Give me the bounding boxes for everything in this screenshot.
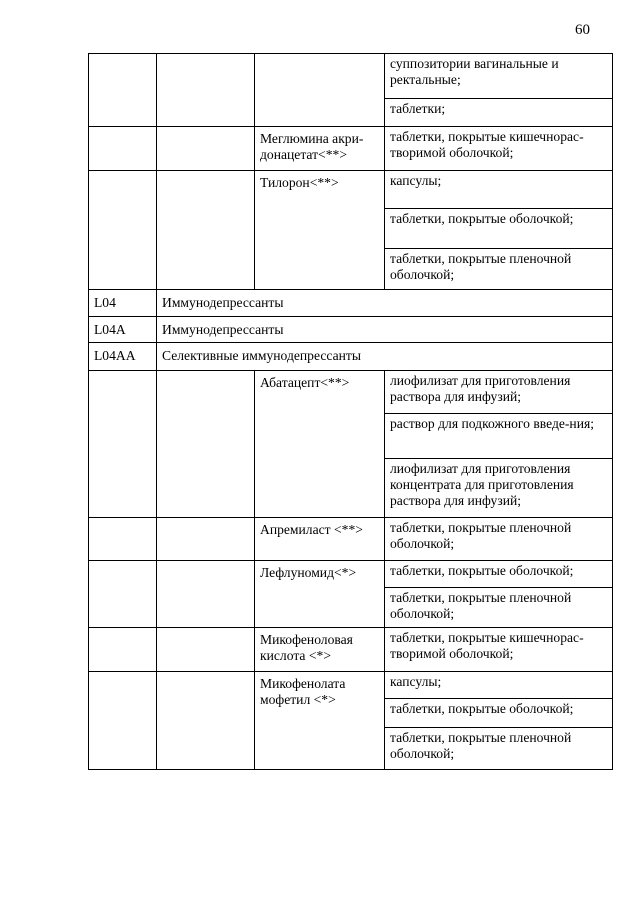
atc-code-cell (89, 127, 157, 171)
table-row (89, 171, 613, 209)
drug-table-body (89, 54, 613, 770)
group-title-cell: Иммунодепрессанты (157, 290, 613, 317)
atc-code-cell (89, 54, 157, 127)
anatomical-group-cell (157, 54, 255, 127)
table-row (89, 127, 613, 171)
table-row (89, 371, 613, 414)
atc-code-cell: L04A (89, 317, 157, 343)
dosage-form-cell: таблетки, покрытые кишечнорас-творимой оболочкой; (385, 127, 613, 171)
dosage-form-cell: таблетки, покрытые оболочкой; (385, 209, 613, 249)
dosage-form-cell: раствор для подкожного введе-ния; (385, 414, 613, 459)
dosage-form-cell: капсулы; (385, 672, 613, 699)
dosage-form-cell: капсулы; (385, 171, 613, 209)
group-title-cell: Селективные иммунодепрессанты (157, 343, 613, 371)
drug-name-cell (255, 54, 385, 127)
anatomical-group-cell (157, 171, 255, 290)
drug-name-cell: Меглюмина акри-донацетат<**> (255, 127, 385, 171)
dosage-form-cell: лиофилизат для приготовления раствора для инфузий; (385, 371, 613, 414)
page-number: 60 (575, 22, 590, 38)
anatomical-group-cell (157, 127, 255, 171)
atc-code-cell: L04 (89, 290, 157, 317)
drug-name-cell: Лефлуномид<*> (255, 561, 385, 628)
dosage-form-cell: таблетки, покрытые пленочной оболочкой; (385, 518, 613, 561)
anatomical-group-cell (157, 371, 255, 518)
drug-name-cell: Абатацепт<**> (255, 371, 385, 518)
atc-code-cell (89, 561, 157, 628)
atc-code-cell (89, 171, 157, 290)
group-title-cell: Иммунодепрессанты (157, 317, 613, 343)
anatomical-group-cell (157, 518, 255, 561)
dosage-form-cell: таблетки; (385, 99, 613, 127)
dosage-form-cell: таблетки, покрытые пленочной оболочкой; (385, 728, 613, 770)
dosage-form-cell: таблетки, покрытые пленочной оболочкой; (385, 249, 613, 290)
drug-name-cell: Микофеноловая кислота <*> (255, 628, 385, 672)
atc-code-cell (89, 628, 157, 672)
dosage-form-cell: таблетки, покрытые пленочной оболочкой; (385, 588, 613, 628)
table-row-group (89, 343, 613, 371)
table-row (89, 561, 613, 588)
table-row (89, 518, 613, 561)
drug-table (88, 53, 613, 770)
table-row (89, 54, 613, 99)
atc-code-cell (89, 672, 157, 770)
drug-name-cell: Апремиласт <**> (255, 518, 385, 561)
dosage-form-cell: таблетки, покрытые оболочкой; (385, 561, 613, 588)
drug-name-cell: Микофенолата мофетил <*> (255, 672, 385, 770)
dosage-form-cell: лиофилизат для приготовления концентрата для приготовления раствора для инфузий; (385, 459, 613, 518)
drug-table-container (88, 53, 613, 770)
table-row (89, 628, 613, 672)
table-row (89, 672, 613, 699)
dosage-form-cell: суппозитории вагинальные и ректальные; (385, 54, 613, 99)
anatomical-group-cell (157, 561, 255, 628)
dosage-form-cell: таблетки, покрытые кишечнорас-творимой оболочкой; (385, 628, 613, 672)
dosage-form-cell: таблетки, покрытые оболочкой; (385, 699, 613, 728)
atc-code-cell (89, 371, 157, 518)
atc-code-cell (89, 518, 157, 561)
atc-code-cell: L04AA (89, 343, 157, 371)
anatomical-group-cell (157, 672, 255, 770)
table-row-group (89, 290, 613, 317)
drug-name-cell: Тилорон<**> (255, 171, 385, 290)
table-row-group (89, 317, 613, 343)
anatomical-group-cell (157, 628, 255, 672)
